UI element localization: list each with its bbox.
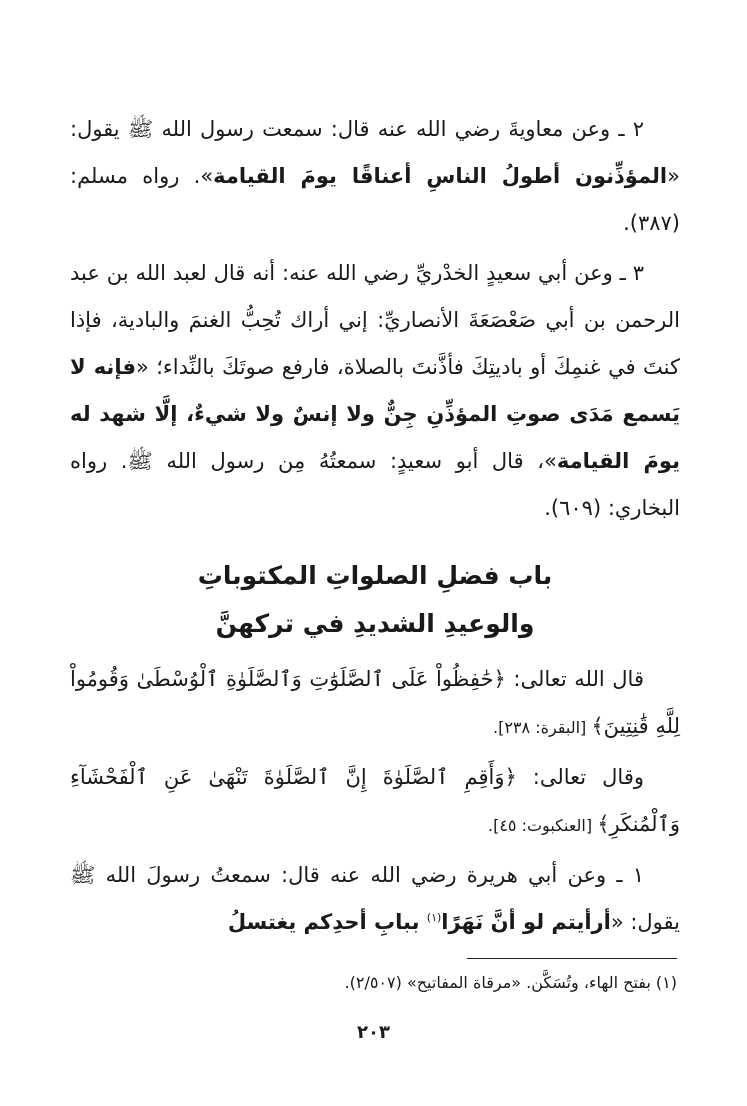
verse-2-text: ﴿وَأَقِمِ ٱلصَّلَوٰةَ إِنَّ ٱلصَّلَوٰةَ تَنْهَىٰ عَنِ ٱلْفَحْشَآءِ وَٱلْمُنكَرِ﴾: [70, 765, 680, 836]
hadith-3-closing: »، قال أبو سعيدٍ: سمعتُهُ مِن رسول الله ﷺ. رواه البخاري: (٦٠٩).: [70, 449, 680, 520]
hadith-3-opening: ٣ ـ وعن أبي سعيدٍ الخدْريِّ رضي الله عنه: أنه قال لعبد الله بن عبد الرحمن بن أبي صَعْصَعَةَ الأنصاريِّ: إني أراك تُحِبُّ الغنمَ والبادية، فإذا كنتَ في غنمِكَ أو باديتِكَ فأذَّنتَ بالصلاة، فارفع صوتَكَ بالنِّداء؛ «: [70, 261, 680, 379]
verse-2-paragraph: [70, 754, 680, 849]
page-number: ٢٠٣: [357, 1022, 390, 1043]
footnote: (١) بفتح الهاء، وتُسَكَّن. «مرقاة المفاتيح» (٢/٥٠٧).: [344, 973, 677, 992]
hadith-1-paragraph: [70, 852, 680, 946]
hadith-1-continuation: ببابِ أحدِكم يغتسلُ: [227, 910, 427, 934]
hadith-3-paragraph: [70, 250, 680, 532]
verse-1-paragraph: [70, 656, 680, 751]
chapter-heading-line-1: باب فضلِ الصلواتِ المكتوباتِ: [197, 561, 553, 590]
chapter-heading-line-2: والوعيدِ الشديدِ في تركهنَّ: [215, 609, 535, 638]
hadith-2-paragraph: [70, 106, 680, 247]
footnote-divider: [467, 958, 677, 959]
page-body: [70, 106, 680, 949]
footnote-marker: (١): [426, 911, 442, 924]
hadith-1-opening: ١ ـ وعن أبي هريرة رضي الله عنه قال: سمعتُ رسولَ الله ﷺ يقول: «: [70, 863, 680, 934]
hadith-1-quote: أرأيتم لو أنَّ نَهَرًا: [441, 910, 611, 934]
hadith-2-quote: المؤذِّنون أطولُ الناسِ أعناقًا يومَ القيامة: [213, 164, 668, 188]
hadith-3-quote: فإنه لا يَسمع مَدَى صوتِ المؤذِّنِ جِنٌّ ولا إنسٌ ولا شيءٌ، إلَّا شهد له يومَ القيامة: [70, 355, 680, 473]
verse-1-text: ﴿حَٰفِظُواْ عَلَى ٱلصَّلَوَٰتِ وَٱلصَّلَوٰةِ ٱلْوُسْطَىٰ وَقُومُواْ لِلَّهِ قَٰنِتِينَ﴾: [70, 667, 680, 738]
verse-2-reference: [العنكبوت: ٤٥].: [488, 816, 598, 835]
hadith-2-opening: ٢ ـ وعن معاويةَ رضي الله عنه قال: سمعت رسول الله ﷺ يقول: «: [70, 117, 680, 188]
verse-1-reference: [البقرة: ٢٣٨].: [493, 718, 592, 737]
verse-1-intro: قال الله تعالى:: [505, 667, 644, 691]
chapter-heading: [70, 552, 680, 648]
hadith-2-closing: ». رواه مسلم: (٣٨٧).: [70, 164, 680, 235]
verse-2-intro: وقال تعالى:: [516, 765, 644, 789]
